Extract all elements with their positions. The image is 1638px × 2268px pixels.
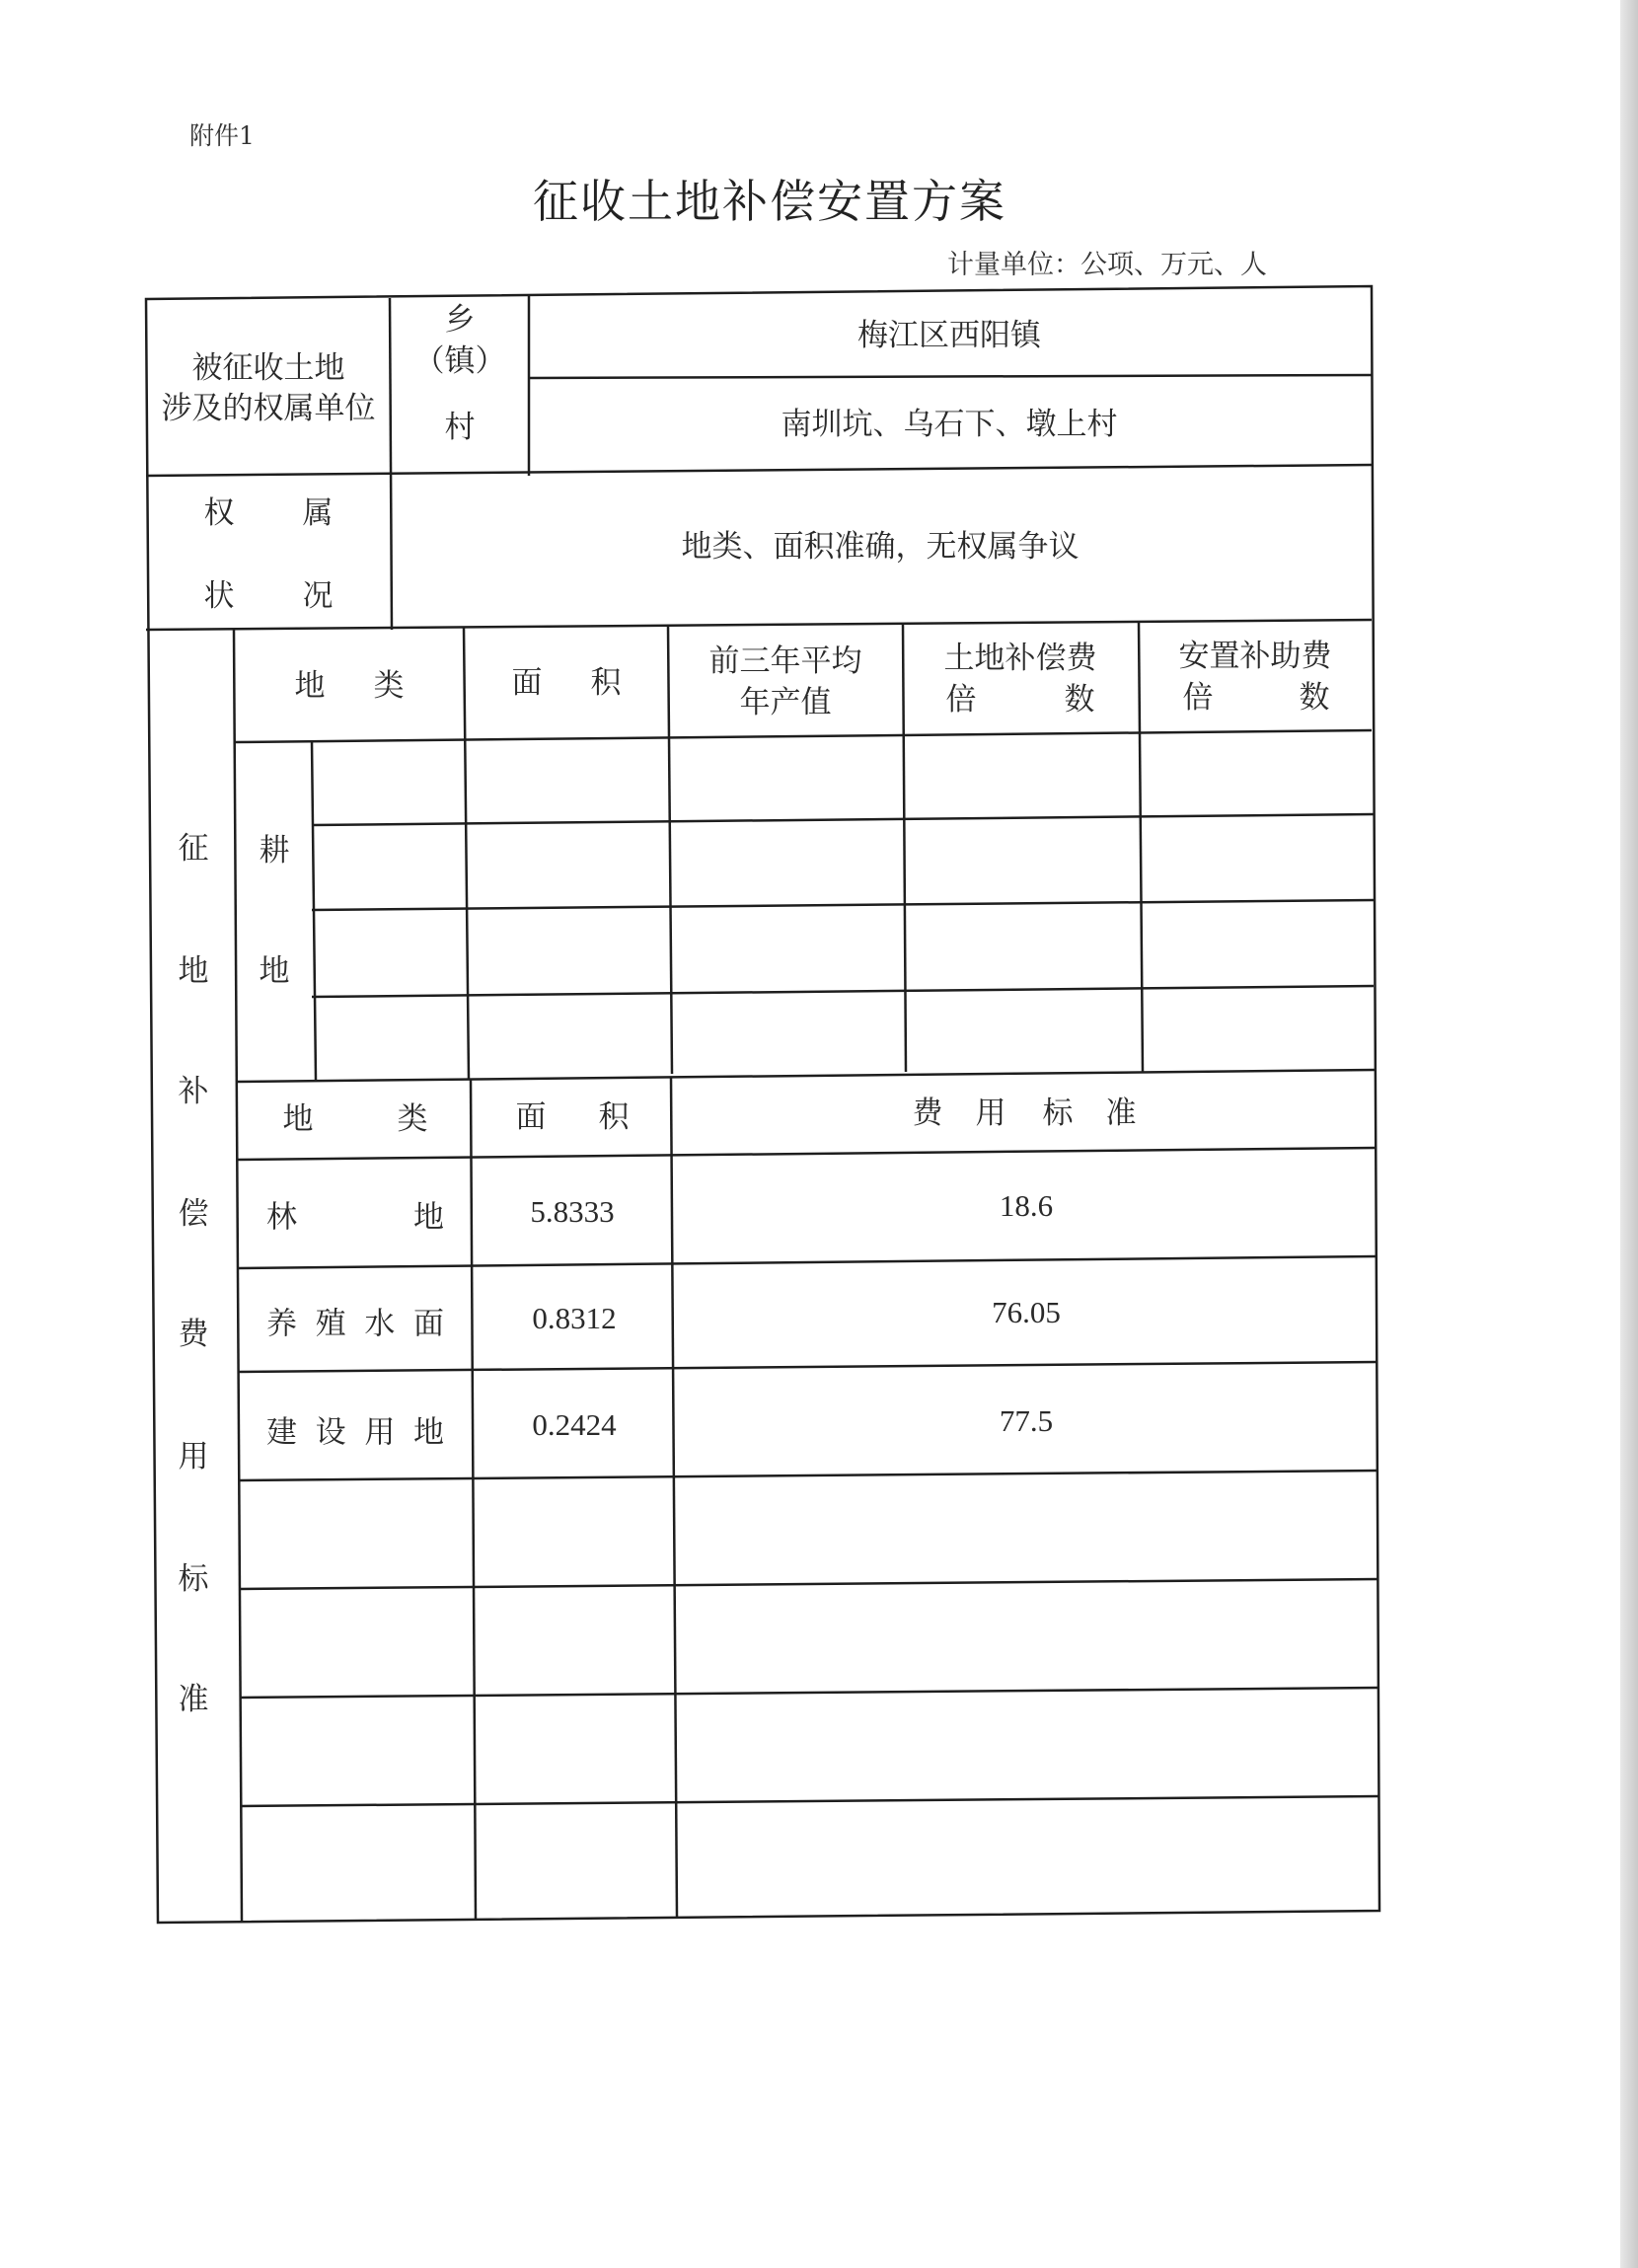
land-type-char: 地 — [413, 1199, 444, 1236]
other-header-land-type-char: 地 — [282, 1101, 314, 1137]
side-label-char: 补 — [178, 1074, 209, 1109]
grid-line — [146, 465, 1372, 476]
grid-line — [471, 1080, 476, 1921]
grid-line — [240, 1579, 1377, 1589]
other-header-standard-char: 准 — [1105, 1096, 1137, 1131]
township-label: 乡 — [444, 302, 476, 338]
village-value: 南圳坑、乌石下、墩上村 — [781, 407, 1118, 442]
header-resettle-char: 倍 — [1182, 680, 1214, 716]
header-land-comp-char: 数 — [1064, 682, 1095, 718]
header-land-type-char: 地 — [294, 668, 326, 704]
grid-line — [238, 1256, 1376, 1268]
land-type-char: 殖 — [315, 1306, 346, 1342]
other-header-standard-char: 标 — [1042, 1096, 1074, 1131]
header-land-type-char: 类 — [373, 668, 405, 704]
grid-line — [668, 626, 672, 1074]
other-header-standard-char: 用 — [975, 1096, 1006, 1131]
status-label-char: 状 — [203, 578, 235, 614]
table-row-standard: 18.6 — [999, 1188, 1054, 1223]
header-land-comp-char: 倍 — [945, 682, 977, 718]
table-row-standard: 77.5 — [999, 1403, 1054, 1438]
ownership-status-value: 地类、面积准确，无权属争议 — [681, 529, 1080, 565]
land-type-char: 面 — [412, 1306, 444, 1342]
unit-note: 计量单位：公项、万元、人 — [947, 250, 1267, 280]
grid-line — [312, 814, 1374, 825]
table-row-land-type — [266, 1192, 444, 1237]
other-header-area-char: 面 — [515, 1099, 547, 1135]
grid-line — [237, 1070, 1375, 1082]
table-row-land-type — [266, 1299, 444, 1343]
village-label: 村 — [444, 410, 476, 445]
grid-line — [390, 298, 392, 630]
side-label-char: 费 — [178, 1317, 209, 1352]
table-row-standard: 76.05 — [992, 1295, 1061, 1329]
header-resettle-char: 数 — [1299, 680, 1330, 716]
grid-line — [242, 1796, 1378, 1806]
other-header-area-char: 积 — [598, 1099, 630, 1135]
grid-line — [903, 624, 906, 1072]
land-type-char: 建 — [266, 1414, 297, 1451]
header-land-comp-line1: 土地补偿费 — [943, 641, 1097, 676]
grid-line — [234, 630, 242, 1921]
header-avg-value-line2: 年产值 — [739, 685, 832, 720]
township-label-paren: （镇） — [413, 343, 506, 379]
side-label-char: 用 — [178, 1439, 209, 1474]
side-label-char: 标 — [178, 1561, 209, 1597]
page-title: 征收土地补偿安置方案 — [533, 175, 1006, 228]
grid-line — [671, 1078, 677, 1917]
header-area-char: 面 — [511, 665, 543, 701]
side-label-char: 准 — [178, 1682, 209, 1717]
grid-line — [464, 628, 469, 1080]
side-label-char: 偿 — [178, 1196, 209, 1232]
grid-line — [312, 900, 1374, 910]
status-label-char: 属 — [302, 495, 334, 531]
grid-line — [234, 730, 1372, 742]
header-resettle-line1: 安置补助费 — [1178, 639, 1332, 674]
farmland-label-char: 地 — [259, 953, 290, 989]
table-row-land-type — [266, 1407, 444, 1452]
grid-line — [240, 1471, 1377, 1480]
table-row-area: 0.8312 — [532, 1301, 617, 1335]
land-type-char: 地 — [412, 1414, 444, 1451]
header-area-char: 积 — [590, 665, 622, 701]
other-header-standard-char: 费 — [912, 1096, 943, 1131]
ownership-unit-label-line2: 涉及的权属单位 — [161, 391, 376, 426]
land-type-char: 林 — [266, 1199, 297, 1236]
land-type-char: 养 — [266, 1306, 297, 1342]
side-label-char: 地 — [178, 953, 209, 989]
grid-line — [239, 1362, 1377, 1372]
grid-line — [241, 1688, 1377, 1698]
land-type-char: 水 — [364, 1306, 396, 1342]
header-avg-value-line1: 前三年平均 — [708, 643, 862, 679]
grid-line — [1139, 622, 1143, 1072]
status-label-char: 况 — [302, 578, 334, 614]
attachment-label: 附件1 — [189, 121, 255, 150]
table-row-area: 5.8333 — [530, 1194, 615, 1229]
grid-line — [529, 375, 1372, 378]
grid-line — [312, 986, 1374, 997]
farmland-label-char: 耕 — [259, 833, 290, 869]
ownership-unit-label-line1: 被征收土地 — [191, 350, 345, 386]
township-value: 梅江区西阳镇 — [857, 318, 1041, 353]
grid-line — [237, 1148, 1376, 1160]
table-row-area: 0.2424 — [532, 1407, 617, 1442]
other-header-land-type-char: 类 — [397, 1101, 428, 1137]
side-label-char: 征 — [178, 831, 209, 867]
grid-line — [146, 620, 1372, 630]
land-type-char: 设 — [315, 1414, 346, 1451]
land-type-char: 用 — [364, 1414, 396, 1451]
status-label-char: 权 — [203, 495, 235, 531]
